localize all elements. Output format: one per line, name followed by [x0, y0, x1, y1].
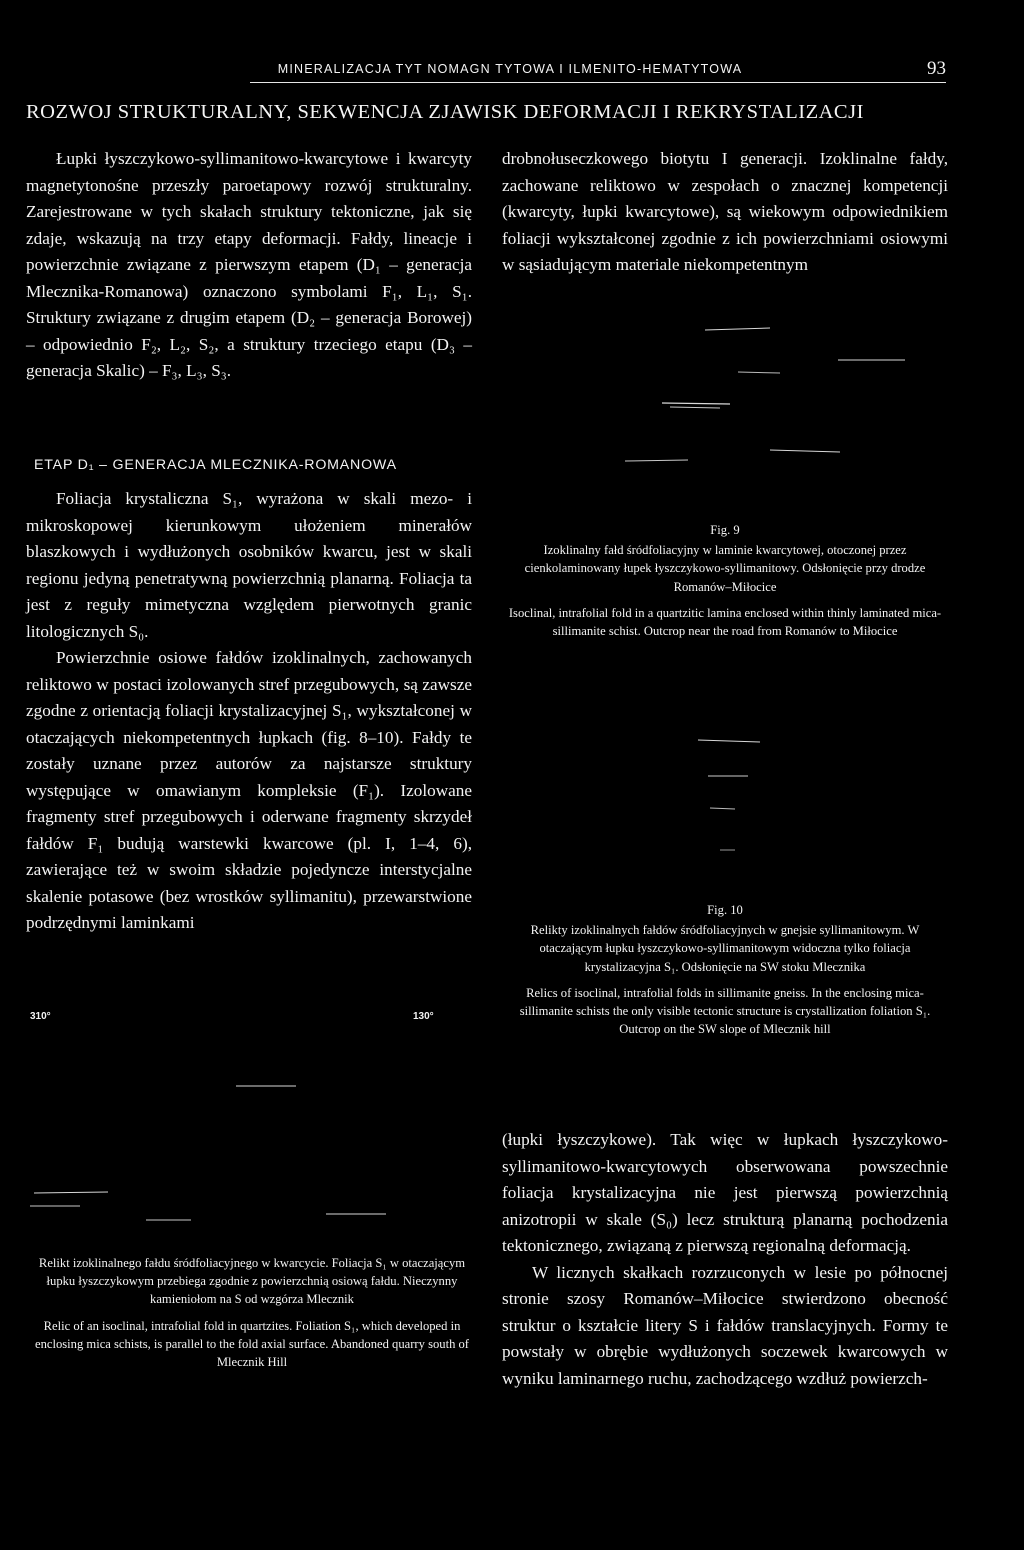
- right-bottom-paragraph-1: (łupki łyszczykowe). Tak więc w łupkach łyszczykowo-syllimanitowo-kwarcytowych obserwowana powszechnie foliacja krystalizacyjna nie jest pierwszą powierzchnią anizotropii w skale (S₀) lecz strukturą planarną pochodzenia tektonicznego, związaną z pierwszą regionalną deformacją.: [502, 1130, 948, 1255]
- fig10-caption: [500, 901, 950, 1046]
- intro-right-column: [502, 146, 948, 279]
- fig10-image: [690, 730, 800, 880]
- intro-right-paragraph: drobnołuseczkowego biotytu I generacji. Izoklinalne fałdy, zachowane reliktowo w zespołach o znacznej kompetencji (kwarcyty, łupki kwarcytowe), są wiekowym odpowiednikiem foliacji wykształconej zgodnie z ich powierzchniami osiowymi w sąsiadującym materiale niekompetentnym: [502, 149, 948, 274]
- intro-left-column: [26, 146, 472, 385]
- fig9-label: Fig. 9: [710, 523, 740, 537]
- compass-left-label: 310°: [30, 1011, 51, 1022]
- running-title: MINERALIZACJA TYT NOMAGN TYTOWA I ILMENITO-HEMATYTOWA: [277, 62, 743, 76]
- right-bottom-column: [502, 1127, 948, 1392]
- subsection-title: ETAP D₁ – GENERACJA MLECZNIKA-ROMANOWA: [34, 457, 397, 473]
- fig10-caption-pl: Relikty izoklinalnych fałdów śródfoliacyjnych w gnejsie syllimanitowym. W otaczającym łupku łyszczykowo-syllimanitowym widoczna tylko foliacja krystalizacyjna S₁. Odsłonięcie na SW stoku Mlecznika: [530, 923, 920, 974]
- fig10-caption-en: Relics of isoclinal, intrafolial folds in sillimanite gneiss. In the enclosing mica-sillimanite schists the only visible tectonic structure is crystallization foliation S₁. Outcrop on the SW slope of Mlecznik hill: [519, 985, 931, 1037]
- fig9-caption-en: Isoclinal, intrafolial fold in a quartzitic lamina enclosed within thinly laminated mica-sillimanite schist. Outcrop near the road from Romanów to Miłocice: [508, 605, 942, 639]
- fig8-caption: [26, 1254, 478, 1379]
- compass-right-label: 130°: [413, 1011, 434, 1022]
- intro-left-paragraph: Łupki łyszczykowo-syllimanitowo-kwarcytowe i kwarcyty magnetytonośne przeszły paroetapowy rozwój strukturalny. Zarejestrowane w tych skałach struktury tektoniczne, jak się zdaje, wskazują na trzy etapy deformacji. Fałdy, lineacje i powierzchnie związane z pierwszym etapem (D₁ – generacja Mlecznika-Romanowa) oznaczono symbolami F₁, L₁, S₁. Struktury związane z drugim etapem (D₂ – generacja Borowej) – odpowiednio F₂, L₂, S₂, a struktury trzeciego etapu (D₃ – generacja Skalic) – F₃, L₃, S₃.: [26, 149, 472, 380]
- section-title: ROZWOJ STRUKTURALNY, SEKWENCJA ZJAWISK DEFORMACJI I REKRYSTALIZACJI: [26, 101, 864, 123]
- subsection-paragraph-2: Powierzchnie osiowe fałdów izoklinalnych, zachowanych reliktowo w postaci izolowanych stref przegubowych, są zawsze zgodne z orientacją foliacji krystalizacyjnej S₁, wykształconej w otaczających niekompetentnych łupkach (fig. 8–10). Fałdy te zostały uznane przez autorów za najstarsze struktury występujące w omawianym kompleksie (F₁). Izolowane fragmenty stref przegubowych i oderwane fragmenty skrzydeł fałdów F₁ budują warstewki kwarcowe (pl. I, 1–4, 6), zawierające też w swoim składzie pojedyncze interstycjalne skalenie potasowe (bez wrostków syllimanitu), przewarstwione podrzędnymi laminkami: [26, 648, 472, 932]
- right-bottom-paragraph-2: W licznych skałkach rozrzuconych w lesie po północnej stronie szosy Romanów–Miłocice stwierdzono obecność struktur o kształcie litery S i fałdów translacyjnych. Formy te powstały w obrębie wydłużonych soczewek kwarcowych w wyniku laminarnego ruchu, zachodzącego wzdłuż powierzch-: [502, 1262, 948, 1388]
- subsection-paragraph-1: Foliacja krystaliczna S₁, wyrażona w skali mezo- i mikroskopowej kierunkowym ułożeniem minerałów blaszkowych i wydłużonych osobników kwarcu, jest w skali regionu jedyną penetratywną powierzchnią planarną. Foliacja ta jest z reguły mimetyczna względem pierwotnych granic litologicznych S₀.: [26, 489, 472, 641]
- subsection-body: [26, 486, 472, 937]
- page-number: 93: [927, 58, 946, 79]
- fig8-image: [26, 1080, 476, 1230]
- fig9-caption-pl: Izoklinalny fałd śródfoliacyjny w laminie kwarcytowej, otoczonej przez cienkolaminowany łupek łyszczykowo-syllimanitowy. Odsłonięcie przy drodze Romanów–Miłocice: [524, 543, 926, 594]
- fig9-image: [600, 318, 930, 468]
- fig9-caption: [500, 521, 950, 648]
- fig8-caption-en: Relic of an isoclinal, intrafolial fold in quartzites. Foliation S₁, which developed in enclosing mica schists, is parallel to the fold axial surface. Abandoned quarry south of Mlecznik Hill: [34, 1318, 470, 1370]
- fig10-label: Fig. 10: [707, 903, 743, 917]
- header-rule: [250, 82, 946, 83]
- fig8-caption-pl: Relikt izoklinalnego fałdu śródfoliacyjnego w kwarcycie. Foliacja S₁ w otaczającym łupku łyszczykowym przebiega zgodnie z powierzchnią osiową fałdu. Nieczynny kamieniołom na S od wzgórza Mlecznik: [38, 1256, 466, 1307]
